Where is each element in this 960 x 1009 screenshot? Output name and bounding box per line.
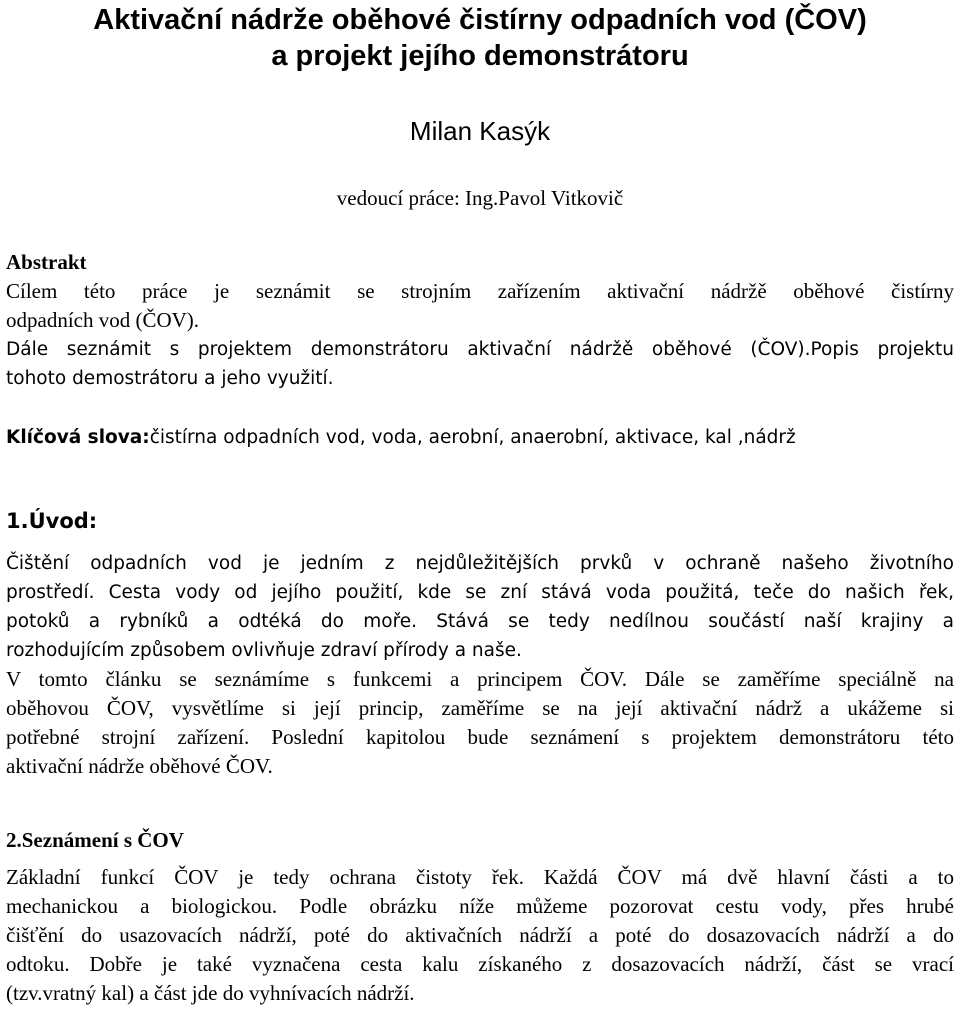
section-intro	[6, 507, 954, 781]
abstract-line: Dále seznámit s projektem demonstrátoru aktivační nádržě oběhové (ČOV).Popis projektu	[6, 339, 954, 360]
abstract-section	[6, 248, 954, 393]
paragraph-line: rozhodujícím způsobem ovlivňuje zdraví přírody a naše.	[6, 640, 522, 661]
paragraph-line: odtoku. Dobře je také vyznačena cesta kalu získaného z dosazovacích nádrží, část se vrací	[6, 952, 954, 976]
paragraph-line: (tzv.vratný kal) a část jde do vyhnívacích nádrží.	[6, 981, 415, 1005]
abstract-line: tohoto demostrátoru a jeho využití.	[6, 368, 334, 389]
title-line-1: Aktivační nádrže oběhové čistírny odpadních vod (ČOV)	[93, 4, 867, 36]
paragraph-line: Základní funkcí ČOV je tedy ochrana čistoty řek. Každá ČOV má dvě hlavní části a to	[6, 865, 954, 889]
keywords-section	[6, 423, 954, 452]
paragraph-line: čišťění do usazovacích nádrží, poté do aktivačních nádrží a poté do dosazovacích nádrží a do	[6, 923, 954, 947]
supervisor-line: vedoucí práce: Ing.Pavol Vitkovič	[336, 186, 624, 210]
paragraph-line: aktivační nádrže oběhové ČOV.	[6, 754, 273, 778]
paragraph-line: potřebné strojní zařízení. Poslední kapitolou bude seznámení s projektem demonstrátoru této	[6, 725, 954, 749]
paragraph-line: Čištění odpadních vod je jedním z nejdůležitějších prvků v ochraně našeho životního	[6, 553, 954, 574]
author-name: Milan Kasýk	[409, 116, 551, 146]
title-line-2: a projekt jejího demonstrátoru	[271, 40, 689, 72]
paragraph-line: mechanickou a biologickou. Podle obrázku níže můžeme pozorovat cestu vody, přes hrubé	[6, 894, 954, 918]
keywords-label: Klíčová slova:	[6, 427, 150, 448]
spacer	[6, 855, 954, 863]
paragraph-line: potoků a rybníků a odtéká do moře. Stává se tedy nedílnou součástí naší krajiny a	[6, 611, 954, 632]
abstract-heading: Abstrakt	[6, 250, 87, 274]
section-heading: 1.Úvod:	[6, 509, 98, 533]
abstract-line: odpadních vod (ČOV).	[6, 308, 200, 332]
paragraph-line: oběhovou ČOV, vysvětlíme si její princip, zaměříme se na její aktivační nádrž a ukážeme si	[6, 696, 954, 720]
abstract-line: Cílem této práce je seznámit se strojním zařízením aktivační nádržě oběhové čistírny	[6, 279, 954, 303]
spacer	[6, 536, 954, 549]
section-heading: 2.Seznámení s ČOV	[6, 828, 184, 852]
keywords-text: čistírna odpadních vod, voda, aerobní, anaerobní, aktivace, kal ,nádrž	[149, 427, 796, 448]
paragraph-line: V tomto článku se seznámíme s funkcemi a principem ČOV. Dále se zaměříme speciálně na	[6, 667, 954, 691]
keywords-line	[6, 423, 954, 452]
paragraph-line: prostředí. Cesta vody od jejího použití, kde se zní stává voda použitá, teče do našich řek,	[6, 582, 954, 603]
section-about	[6, 826, 954, 1008]
